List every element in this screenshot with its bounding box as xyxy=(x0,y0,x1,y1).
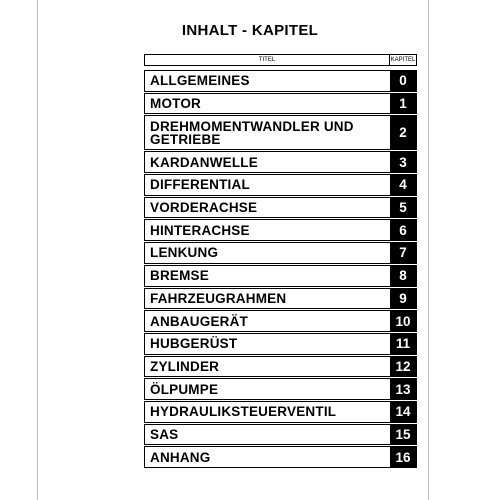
toc-row[interactable] xyxy=(144,115,417,150)
toc-label: LENKUNG xyxy=(150,245,219,261)
toc-chapter-number: 3 xyxy=(390,152,416,172)
toc-row[interactable] xyxy=(144,70,417,92)
toc-row[interactable] xyxy=(144,174,417,196)
header-title: TITEL xyxy=(145,55,390,65)
toc-label: BREMSE xyxy=(150,268,209,284)
toc-chapter-number: 16 xyxy=(390,447,416,467)
toc-chapter-number: 2 xyxy=(390,116,416,149)
toc-row[interactable] xyxy=(144,378,417,400)
toc-label: ÖLPUMPE xyxy=(150,381,219,397)
toc-row[interactable] xyxy=(144,288,417,310)
toc-row[interactable] xyxy=(144,401,417,423)
header-chapter: KAPITEL xyxy=(390,57,416,63)
toc-label: HINTERACHSE xyxy=(150,222,250,238)
toc-chapter-number: 8 xyxy=(390,266,416,286)
toc-row[interactable] xyxy=(144,265,417,287)
toc-chapter-number: 14 xyxy=(390,402,416,422)
toc-label: ANBAUGERÄT xyxy=(150,313,248,329)
toc-label: HUBGERÜST xyxy=(150,336,238,352)
toc-chapter-number: 9 xyxy=(390,289,416,309)
toc-row[interactable] xyxy=(144,310,417,332)
toc-chapter-number: 12 xyxy=(390,357,416,377)
toc-row[interactable] xyxy=(144,93,417,115)
toc-label: HYDRAULIKSTEUERVENTIL xyxy=(150,404,337,420)
toc-row[interactable] xyxy=(144,356,417,378)
toc-row[interactable] xyxy=(144,219,417,241)
toc-header xyxy=(144,54,417,66)
toc-chapter-number: 0 xyxy=(390,71,416,91)
toc-label: VORDERACHSE xyxy=(150,200,258,216)
toc-row[interactable] xyxy=(144,424,417,446)
page-title: INHALT - KAPITEL xyxy=(181,22,319,39)
toc-chapter-number: 7 xyxy=(390,243,416,263)
toc-label: ALLGEMEINES xyxy=(150,73,250,89)
toc-chapter-number: 10 xyxy=(390,311,416,331)
toc-chapter-number: 11 xyxy=(390,334,416,354)
toc-label: SAS xyxy=(150,426,179,442)
toc-row[interactable] xyxy=(144,197,417,219)
toc-chapter-number: 6 xyxy=(390,220,416,240)
toc-label: ANHANG xyxy=(150,449,211,465)
toc-label: FAHRZEUGRAHMEN xyxy=(150,290,287,306)
toc-label: ZYLINDER xyxy=(150,358,220,374)
toc-chapter-number: 1 xyxy=(390,94,416,114)
toc-chapter-number: 5 xyxy=(390,198,416,218)
toc-row[interactable] xyxy=(144,446,417,468)
toc-row[interactable] xyxy=(144,242,417,264)
toc-label: DIFFERENTIAL xyxy=(150,177,250,193)
toc-chapter-number: 4 xyxy=(390,175,416,195)
toc-chapter-number: 13 xyxy=(390,379,416,399)
toc-chapter-number: 15 xyxy=(390,425,416,445)
toc-rows xyxy=(144,70,417,468)
toc-label: DREHMOMENTWANDLER UND GETRIEBE xyxy=(150,118,354,147)
toc-row[interactable] xyxy=(144,333,417,355)
table-of-contents xyxy=(144,54,417,468)
toc-label: KARDANWELLE xyxy=(150,154,258,170)
toc-row[interactable] xyxy=(144,151,417,173)
toc-label: MOTOR xyxy=(150,96,201,112)
